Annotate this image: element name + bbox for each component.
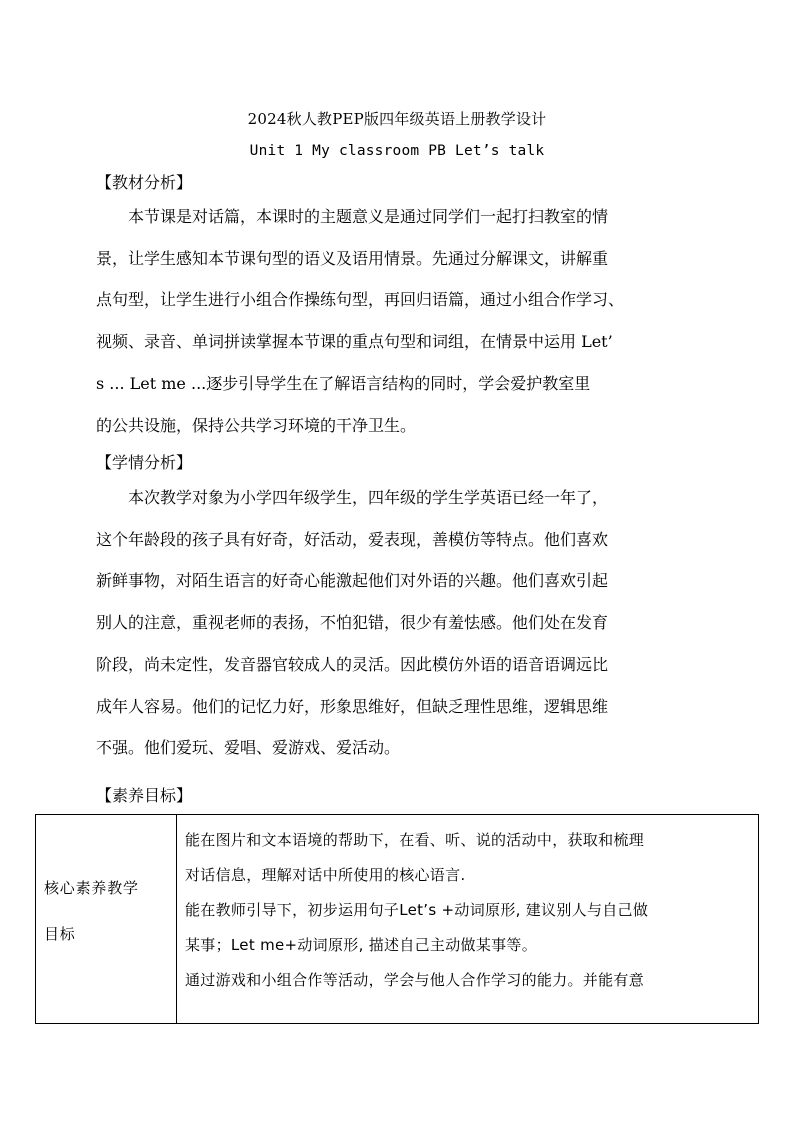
goals-table-label — [44, 865, 172, 957]
paragraph-line: 景，让学生感知本节课句型的语义及语用情景。先通过分解课文，讲解重 — [96, 248, 609, 268]
content-line: 某事；Let me+动词原形, 描述自己主动做某事等。 — [185, 936, 538, 954]
paragraph-line: 阶段，尚未定性，发音器官较成人的灵活。因此模仿外语的语音语调远比 — [96, 654, 609, 674]
material-analysis-paragraph — [96, 196, 708, 446]
paragraph-line: 别人的注意，重视老师的表扬，不怕犯错，很少有羞怯感。他们处在发育 — [96, 613, 609, 633]
paragraph-line: 视频、录音、单词拼读掌握本节课的重点句型和词组，在情景中运用 Let’ — [96, 332, 613, 352]
paragraph-line: 这个年龄段的孩子具有好奇，好活动，爱表现，善模仿等特点。他们喜欢 — [96, 529, 609, 549]
section-heading-goals: 【素养目标】 — [96, 786, 193, 805]
goals-table — [35, 814, 759, 1024]
goals-table-content-cell — [185, 823, 755, 998]
content-line: 能在图片和文本语境的帮助下，在看、听、说的活动中，获取和梳理 — [185, 831, 645, 849]
paragraph-line: 的公共设施，保持公共学习环境的干净卫生。 — [96, 415, 417, 435]
content-line: 对话信息，理解对话中所使用的核心语言. — [185, 866, 466, 884]
section-heading-material-analysis: 【教材分析】 — [96, 173, 193, 192]
paragraph-line: 本次教学对象为小学四年级学生，四年级的学生学英语已经一年了， — [128, 488, 609, 507]
document-title: 2024秋人教PEP版四年级英语上册教学设计 — [247, 110, 547, 128]
section-heading-student-analysis: 【学情分析】 — [96, 453, 193, 472]
paragraph-line: 不强。他们爱玩、爱唱、爱游戏、爱活动。 — [96, 738, 401, 758]
paragraph-line: 点句型，让学生进行小组合作操练句型，再回归语篇，通过小组合作学习、 — [96, 290, 625, 310]
paragraph-line: 新鲜事物，对陌生语言的好奇心能激起他们对外语的兴趣。他们喜欢引起 — [96, 571, 609, 591]
document-subtitle: Unit 1 My classroom PB Let’s talk — [249, 143, 545, 159]
goals-table-label-cell — [36, 815, 177, 1023]
student-analysis-paragraph — [96, 477, 708, 769]
label-line: 核心素养教学 — [44, 879, 139, 897]
label-line: 目标 — [44, 925, 76, 943]
paragraph-line: 本节课是对话篇，本课时的主题意义是通过同学们一起打扫教室的情 — [128, 207, 609, 226]
paragraph-line: s ... Let me ...逐步引导学生在了解语言结构的同时，学会爱护教室里 — [96, 373, 591, 393]
content-line: 通过游戏和小组合作等活动，学会与他人合作学习的能力。并能有意 — [185, 971, 645, 989]
content-line: 能在教师引导下，初步运用句子Let’s +动词原形, 建议别人与自己做 — [185, 901, 649, 919]
paragraph-line: 成年人容易。他们的记忆力好，形象思维好，但缺乏理性思维，逻辑思维 — [96, 696, 609, 716]
